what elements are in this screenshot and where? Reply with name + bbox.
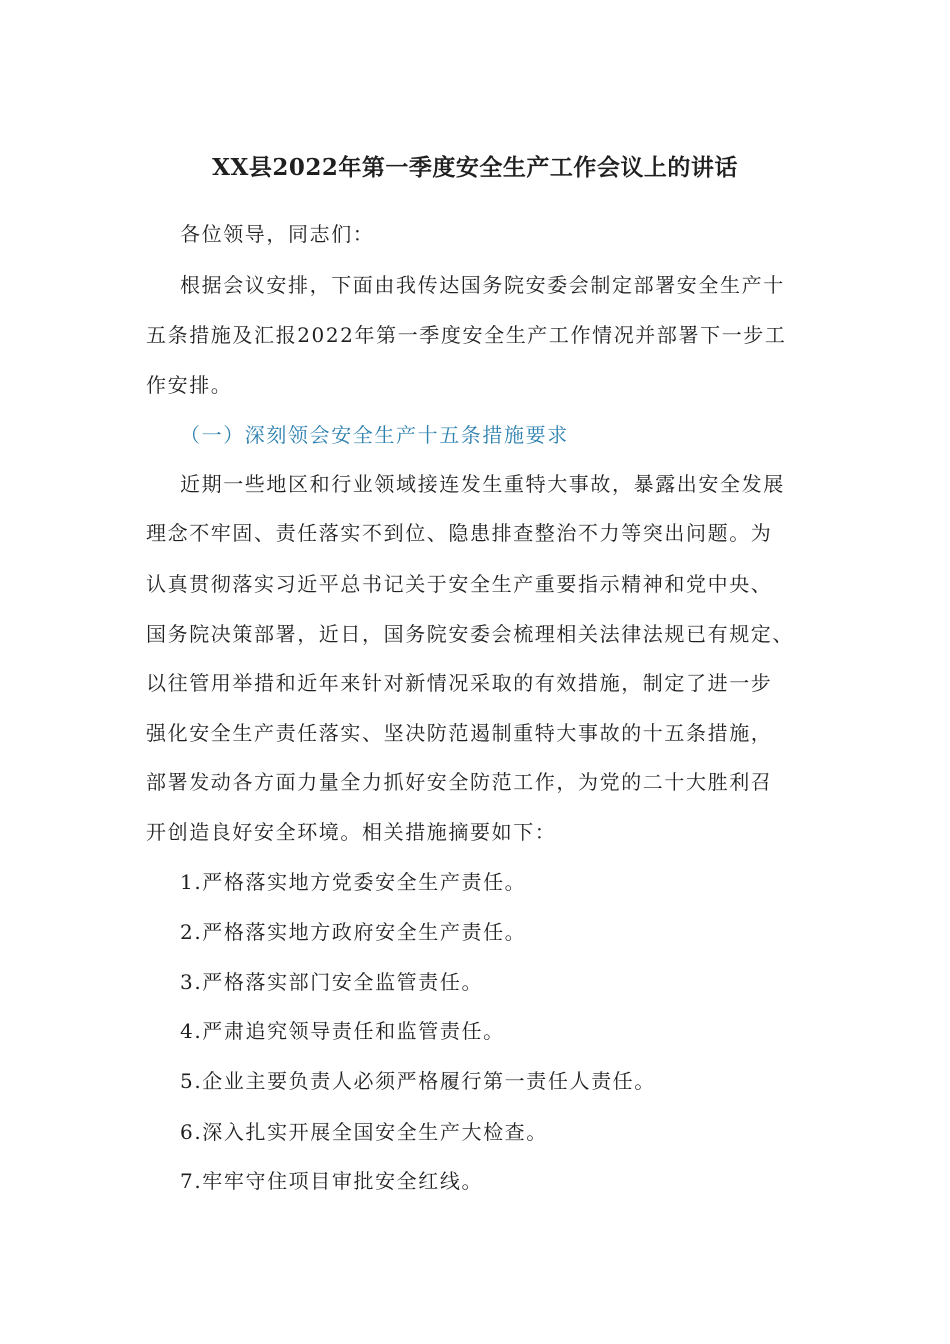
measure-item: 1.严格落实地方党委安全生产责任。 [180,870,527,894]
intro-line-2: 五条措施及汇报2022年第一季度安全生产工作情况并部署下一步工 [146,323,787,347]
measure-item: 4.严肃追究领导责任和监管责任。 [180,1019,505,1043]
body-line-8: 开创造良好安全环境。相关措施摘要如下： [146,820,557,844]
measure-item: 5.企业主要负责人必须严格履行第一责任人责任。 [180,1069,656,1093]
body-line-6: 强化安全生产责任落实、坚决防范遏制重特大事故的十五条措施， [146,721,773,745]
body-line-2: 理念不牢固、责任落实不到位、隐患排查整治不力等突出问题。为 [146,521,773,545]
document-title: XX县2022年第一季度安全生产工作会议上的讲话 [212,154,738,181]
measure-item: 6.深入扎实开展全国安全生产大检查。 [180,1120,548,1144]
section-heading: （一）深刻领会安全生产十五条措施要求 [180,423,569,447]
body-line-5: 以往管用举措和近年来针对新情况采取的有效措施，制定了进一步 [146,671,773,695]
body-line-7: 部署发动各方面力量全力抓好安全防范工作，为党的二十大胜利召 [146,770,773,794]
intro-line-1: 根据会议安排，下面由我传达国务院安委会制定部署安全生产十 [180,273,785,297]
measure-item: 3.严格落实部门安全监管责任。 [180,970,484,994]
measure-item: 7.牢牢守住项目审批安全红线。 [180,1169,484,1193]
body-line-3: 认真贯彻落实习近平总书记关于安全生产重要指示精神和党中央、 [146,572,773,596]
salutation: 各位领导，同志们： [180,222,375,246]
body-line-4: 国务院决策部署，近日，国务院安委会梳理相关法律法规已有规定、 [146,622,794,646]
intro-line-3: 作安排。 [146,373,233,397]
body-line-1: 近期一些地区和行业领域接连发生重特大事故，暴露出安全发展 [180,472,785,496]
measure-item: 2.严格落实地方政府安全生产责任。 [180,920,527,944]
